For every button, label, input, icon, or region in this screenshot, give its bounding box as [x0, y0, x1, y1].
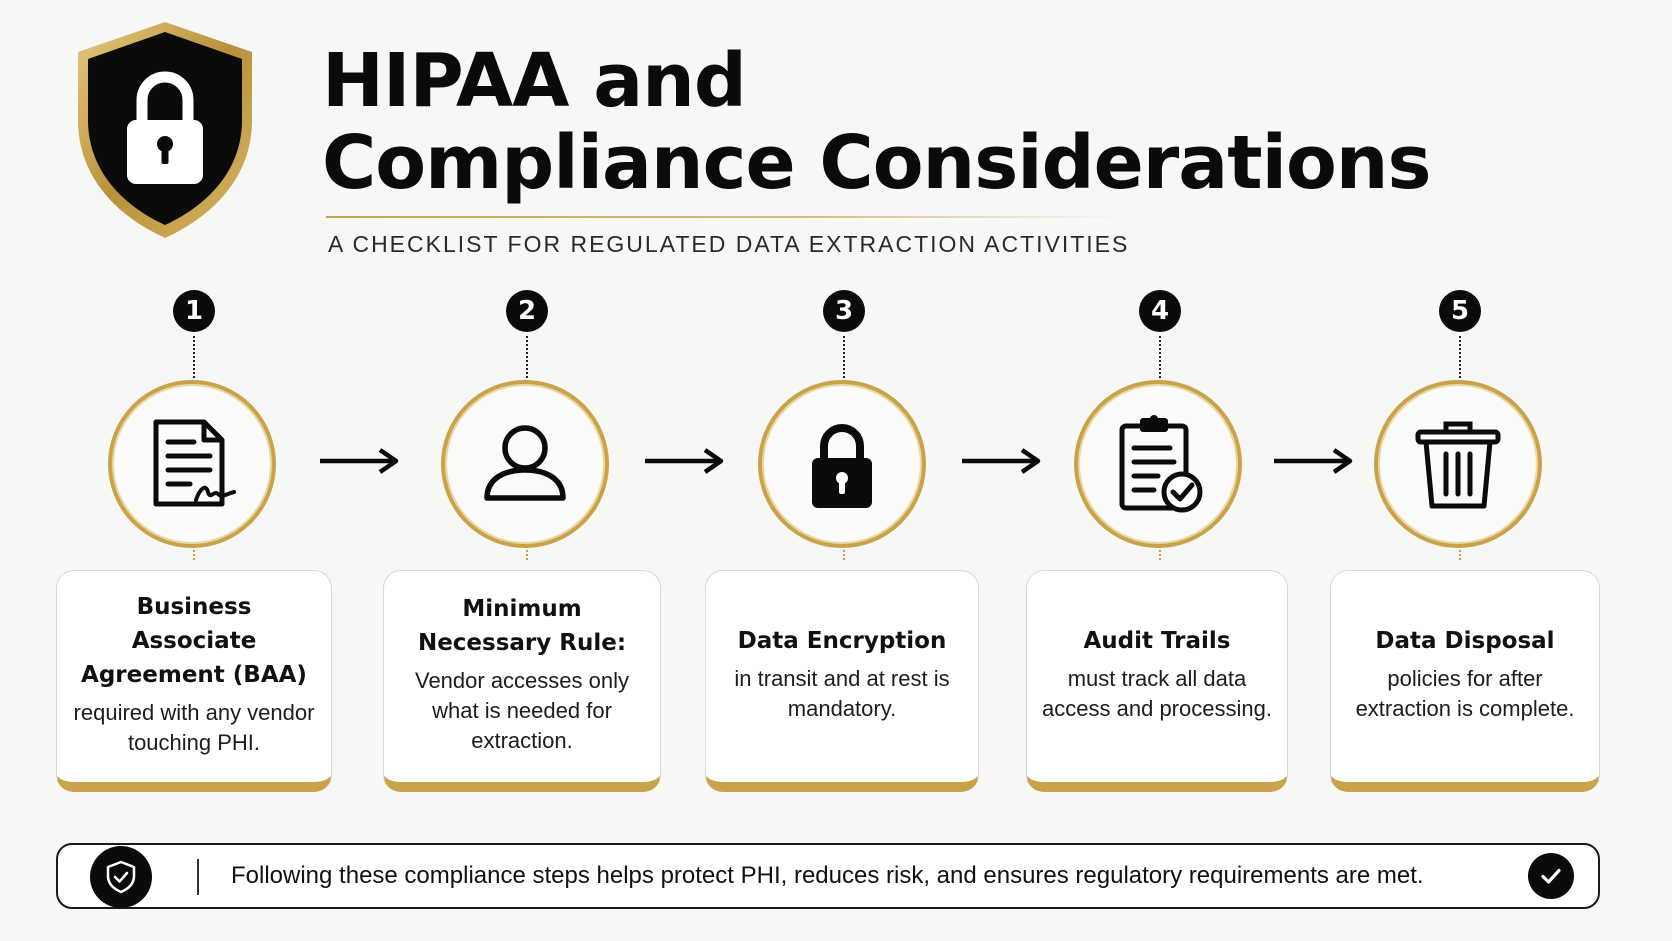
step-card: [705, 570, 979, 792]
connector-dots: [843, 336, 845, 378]
connector-dots: [1459, 546, 1461, 560]
checkmark-icon: [1528, 853, 1574, 899]
step-number-badge: 5: [1439, 290, 1481, 332]
arrow-right-icon: [318, 448, 400, 474]
signed-document-icon: [142, 414, 242, 514]
card-description: Vendor accesses only what is needed for extraction.: [414, 667, 630, 753]
user-icon: [475, 414, 575, 514]
arrow-right-icon: [960, 448, 1042, 474]
footer-text: Following these compliance steps helps protect PHI, reduces risk, and ensures regulatory requirements are met.: [231, 862, 1424, 889]
arrow-right-icon: [643, 448, 725, 474]
step-icon-ring: [108, 380, 276, 548]
footer-banner: [56, 843, 1600, 909]
connector-dots: [526, 336, 528, 378]
shield-check-icon: [90, 846, 152, 908]
step-card: [56, 570, 332, 792]
connector-dots: [1459, 336, 1461, 378]
step-icon-ring: [1074, 380, 1242, 548]
connector-dots: [1159, 546, 1161, 560]
card-title: Minimum Necessary Rule:: [417, 595, 627, 656]
step-number-badge: 4: [1139, 290, 1181, 332]
step-card: [383, 570, 661, 792]
card-title: Data Disposal: [1375, 627, 1555, 654]
subtitle: A CHECKLIST FOR REGULATED DATA EXTRACTION ACTIVITIES: [328, 231, 1130, 257]
connector-dots: [843, 546, 845, 560]
step-number-badge: 2: [506, 290, 548, 332]
step-icon-ring: [441, 380, 609, 548]
step-number-badge: 1: [173, 290, 215, 332]
step-card: [1330, 570, 1600, 792]
card-description: policies for after extraction is complete.: [1355, 665, 1575, 721]
title-divider: [326, 216, 1126, 218]
card-description: required with any vendor touching PHI.: [73, 699, 315, 755]
padlock-icon: [792, 414, 892, 514]
connector-dots: [526, 546, 528, 560]
card-title: Business Associate Agreement (BAA): [81, 593, 307, 688]
step-card: [1026, 570, 1288, 792]
card-description: in transit and at rest is mandatory.: [734, 665, 950, 721]
page-title: [322, 40, 1431, 204]
clipboard-check-icon: [1108, 414, 1208, 514]
card-description: must track all data access and processing.: [1042, 665, 1272, 721]
connector-dots: [193, 546, 195, 560]
step-number-badge: 3: [823, 290, 865, 332]
shield-lock-icon: [74, 20, 256, 240]
step-icon-ring: [1374, 380, 1542, 548]
footer-divider: [197, 859, 199, 895]
card-title: Audit Trails: [1083, 627, 1231, 654]
trash-icon: [1408, 414, 1508, 514]
step-icon-ring: [758, 380, 926, 548]
arrow-right-icon: [1272, 448, 1354, 474]
connector-dots: [1159, 336, 1161, 378]
card-title: Data Encryption: [737, 627, 947, 654]
title-line-1: HIPAA and: [322, 38, 746, 124]
title-line-2: Compliance Considerations: [322, 120, 1431, 206]
connector-dots: [193, 336, 195, 378]
